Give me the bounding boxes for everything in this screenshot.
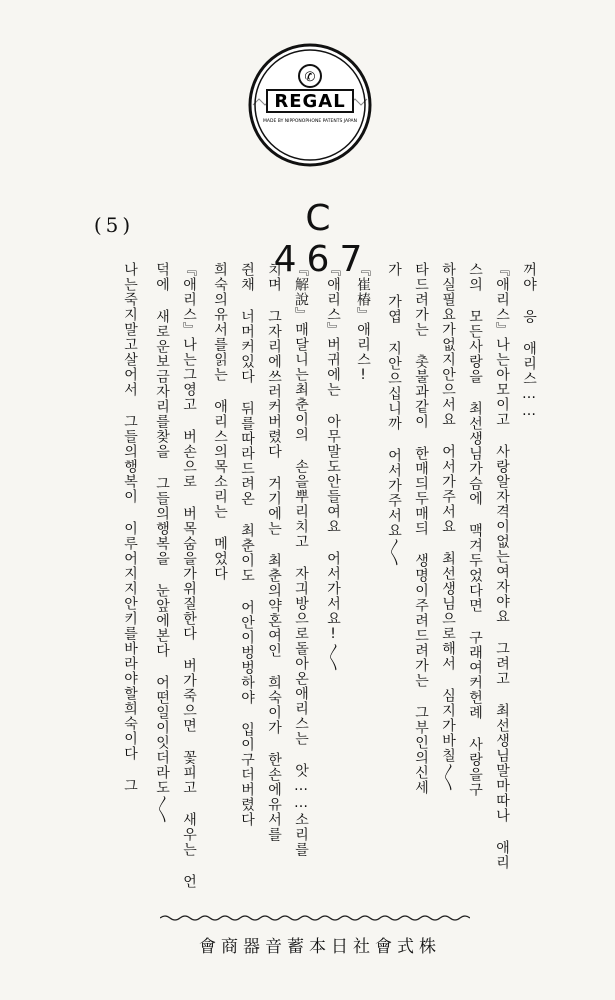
text-column: 『애리스』나는그영고 버손으로 버목숨을가위질한다 버가죽으면 꽃피고 새우는 언 — [181, 262, 197, 889]
text-column: 『애리스』나는아모이고 사랑알자격이없는여자야요 그려고 최선생님말마따나 애리 — [494, 262, 510, 870]
svg-text:✆: ✆ — [304, 70, 316, 85]
publisher-footer: 會商器音蓄本日社會式株 — [199, 937, 441, 957]
text-column: 『崔椿』애리스! — [355, 262, 371, 384]
text-column: 하실필요가없지안으서요 어서가주서요 최선생님으로해서 심지가바칠〳〵 — [440, 262, 456, 792]
logo-brand-text: REGAL — [274, 91, 346, 112]
text-column: 스의 모든사랑을 최선생님가슴에 맥겨두었다면 구래여커헌례 사랑을구 — [467, 262, 483, 797]
page-number: (5) — [93, 213, 135, 237]
text-column: 덕에 새로운보금자리를찾을 그들의행복을 눈앞에본다 어떤일이잇더라도〳〵 — [154, 262, 170, 824]
text-column: 『애리스』버귀에는 아무말도안들여요 어서가서요!〳〵 — [325, 262, 341, 672]
text-column: 꺼야 응 애리스…… — [521, 262, 537, 420]
text-column: 쥔채 너머커있다 뒤를따라드려온 최춘이도 어안이벙벙하야 입이구더버렸다 — [239, 262, 255, 827]
text-column: 『解說』매달니는최춘이의 손을뿌리치고 자긔방으로돌아온애리스는 앗……소리를 — [293, 262, 309, 857]
record-number: C 467 — [273, 198, 373, 280]
logo-small-text: MADE BY NIPPONOPHONE PATENTS JAPAN — [263, 119, 357, 124]
text-column: 나는죽지말고살어서 그들의행복이 이루어지지안키를바라야할희숙이다 그 — [122, 262, 138, 793]
text-column: 가 가엽 지안으십니까 어서가주서요〳〵 — [386, 262, 402, 567]
wavy-divider — [160, 914, 470, 922]
text-column: 치며 그자리에쓰러커버렸다 거기에는 최춘의약혼여인 희숙이가 한손에유서를 — [266, 262, 282, 842]
text-column: 희숙의유서를읽는 애리스의목소리는 메었다 — [212, 262, 228, 581]
text-column: 타드려가는 촛불과같이 한매듸두매듸 생명이주려드려가는 그부인의신세 — [413, 262, 429, 795]
